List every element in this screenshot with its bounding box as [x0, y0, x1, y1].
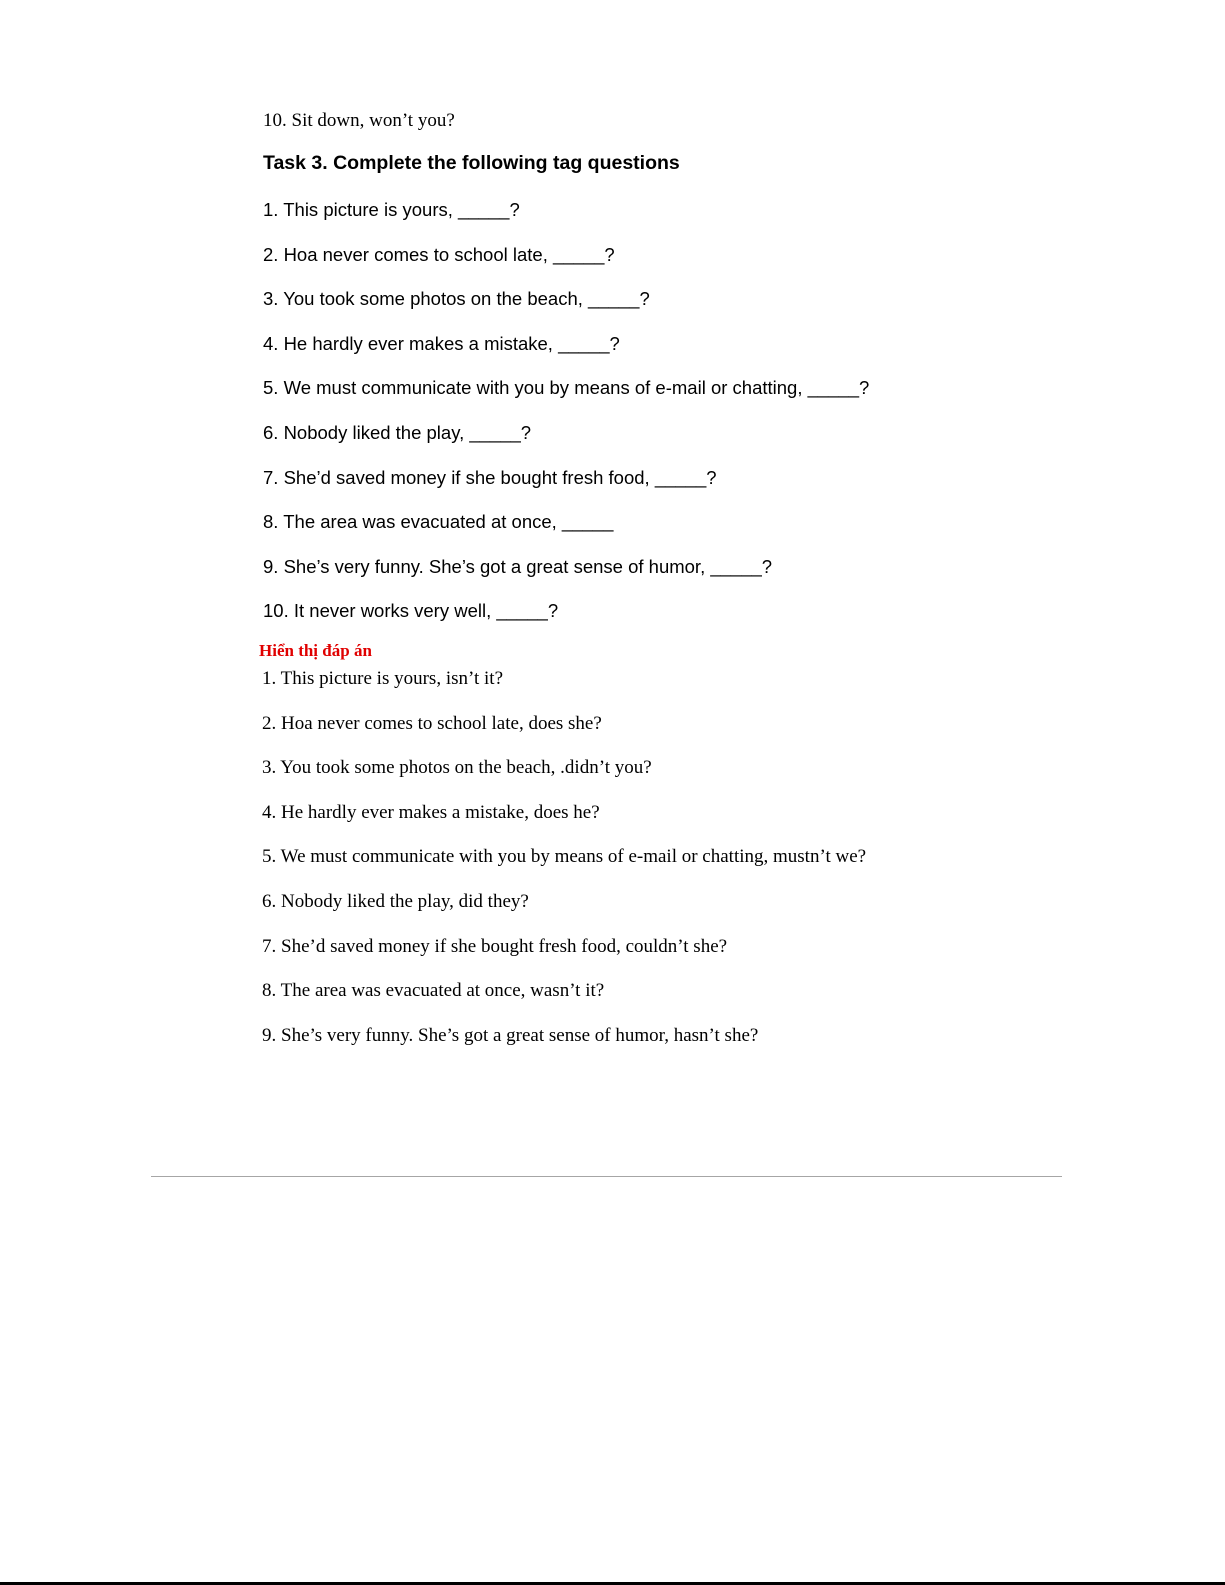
question-item: 2. Hoa never comes to school late, _____?	[263, 243, 615, 265]
answer-item: 6. Nobody liked the play, did they?	[262, 890, 529, 912]
answer-list	[262, 666, 866, 1067]
task-heading: Task 3. Complete the following tag questions	[263, 152, 680, 174]
question-item: 5. We must communicate with you by means of e-mail or chatting, _____?	[263, 377, 870, 399]
page-divider	[151, 1176, 1062, 1177]
question-list	[263, 197, 869, 643]
question-item: 8. The area was evacuated at once, _____	[263, 511, 614, 533]
answer-item: 3. You took some photos on the beach, .didn’t you?	[262, 757, 652, 779]
answer-item: 1. This picture is yours, isn’t it?	[262, 668, 504, 689]
question-item: 7. She’d saved money if she bought fresh food, _____?	[263, 466, 717, 488]
question-item: 4. He hardly ever makes a mistake, _____?	[263, 332, 620, 354]
question-item: 6. Nobody liked the play, _____?	[263, 421, 532, 443]
answer-item: 2. Hoa never comes to school late, does she?	[262, 712, 602, 734]
question-item: 3. You took some photos on the beach, _____?	[263, 288, 650, 310]
answer-item: 4. He hardly ever makes a mistake, does he?	[262, 801, 600, 823]
answer-item: 9. She’s very funny. She’s got a great sense of humor, hasn’t she?	[262, 1024, 759, 1046]
question-item: 10. It never works very well, _____?	[263, 600, 559, 622]
question-item: 1. This picture is yours, _____?	[263, 199, 520, 220]
previous-item: 10. Sit down, won’t you?	[263, 110, 455, 131]
answer-item: 8. The area was evacuated at once, wasn’t it?	[262, 980, 605, 1002]
show-answers-link[interactable]: Hiển thị đáp án	[259, 641, 372, 660]
answer-item: 5. We must communicate with you by means of e-mail or chatting, mustn’t we?	[262, 846, 867, 868]
question-item: 9. She’s very funny. She’s got a great sense of humor, _____?	[263, 555, 773, 577]
answer-item: 7. She’d saved money if she bought fresh food, couldn’t she?	[262, 935, 728, 957]
